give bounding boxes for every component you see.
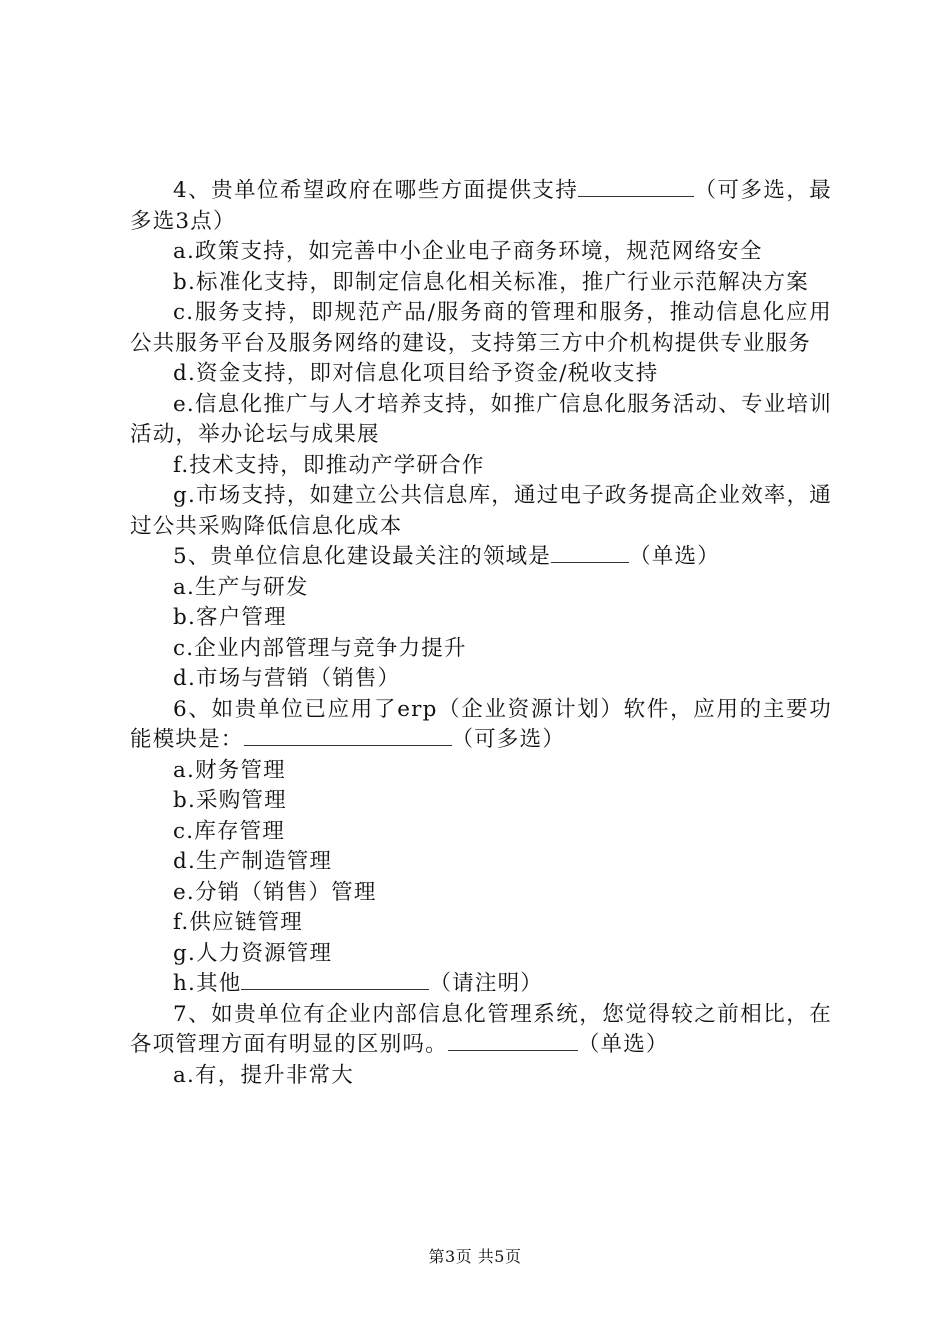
answer-blank[interactable] — [241, 969, 429, 990]
option-item: d.市场与营销（销售） — [173, 666, 401, 691]
question-text — [130, 695, 832, 756]
option-item: b.客户管理 — [173, 605, 287, 630]
page-footer: 第3页 共5页 — [428, 1247, 522, 1266]
answer-blank[interactable] — [448, 1030, 578, 1051]
answer-blank[interactable] — [244, 725, 452, 746]
option-item: b.采购管理 — [173, 788, 287, 813]
answer-blank[interactable] — [551, 542, 629, 563]
option-item: c.库存管理 — [173, 818, 286, 844]
document-body — [130, 176, 832, 1091]
option-item: a.生产与研发 — [173, 574, 309, 600]
line-hint: （单选） — [629, 544, 720, 569]
option-item: a.有，提升非常大 — [173, 1062, 354, 1088]
option-item: e.信息化推广与人才培养支持，如推广信息化服务活动、专业培训活动，举办论坛与成果展 — [130, 391, 832, 447]
option-item: g.人力资源管理 — [173, 940, 333, 966]
option-item: c.企业内部管理与竞争力提升 — [173, 635, 467, 661]
line-hint: （可多选） — [451, 727, 566, 752]
option-item: e.分销（销售）管理 — [173, 879, 377, 905]
line-text: 5、贵单位信息化建设最关注的领域是 — [173, 544, 552, 569]
option-item: a.财务管理 — [173, 757, 286, 783]
question-text — [130, 176, 832, 237]
option-item: b.标准化支持，即制定信息化相关标准，推广行业示范解决方案 — [173, 269, 809, 295]
line-text: h.其他 — [173, 971, 242, 996]
line-hint: （请注明） — [429, 971, 543, 996]
option-item: c.服务支持，即规范产品/服务商的管理和服务，推动信息化应用公共服务平台及服务网络的建设，支持第三方中介机构提供专业服务 — [130, 300, 832, 356]
option-item: d.生产制造管理 — [173, 849, 333, 874]
option-item: d.资金支持，即对信息化项目给予资金/税收支持 — [173, 361, 659, 386]
question-text — [130, 1000, 832, 1061]
option-item: f.供应链管理 — [173, 910, 303, 935]
line-text: 7、如贵单位有企业内部信息化管理系统，您觉得较之前相比，在各项管理方面有明显的区别吗。 — [130, 1001, 832, 1057]
option-item — [130, 969, 832, 1000]
line-hint: （可多选，最多选3点） — [130, 178, 833, 234]
option-item: g.市场支持，如建立公共信息库，通过电子政务提高企业效率，通过公共采购降低信息化成本 — [130, 483, 832, 539]
answer-blank[interactable] — [578, 176, 694, 197]
line-hint: （单选） — [577, 1032, 669, 1057]
line-text: 6、如贵单位已应用了erp（企业资源计划）软件，应用的主要功能模块是： — [130, 696, 832, 752]
option-item: a.政策支持，如完善中小企业电子商务环境，规范网络安全 — [173, 239, 763, 264]
line-text: 4、贵单位希望政府在哪些方面提供支持 — [173, 178, 579, 203]
question-text — [130, 542, 832, 573]
option-item: f.技术支持，即推动产学研合作 — [173, 452, 485, 478]
